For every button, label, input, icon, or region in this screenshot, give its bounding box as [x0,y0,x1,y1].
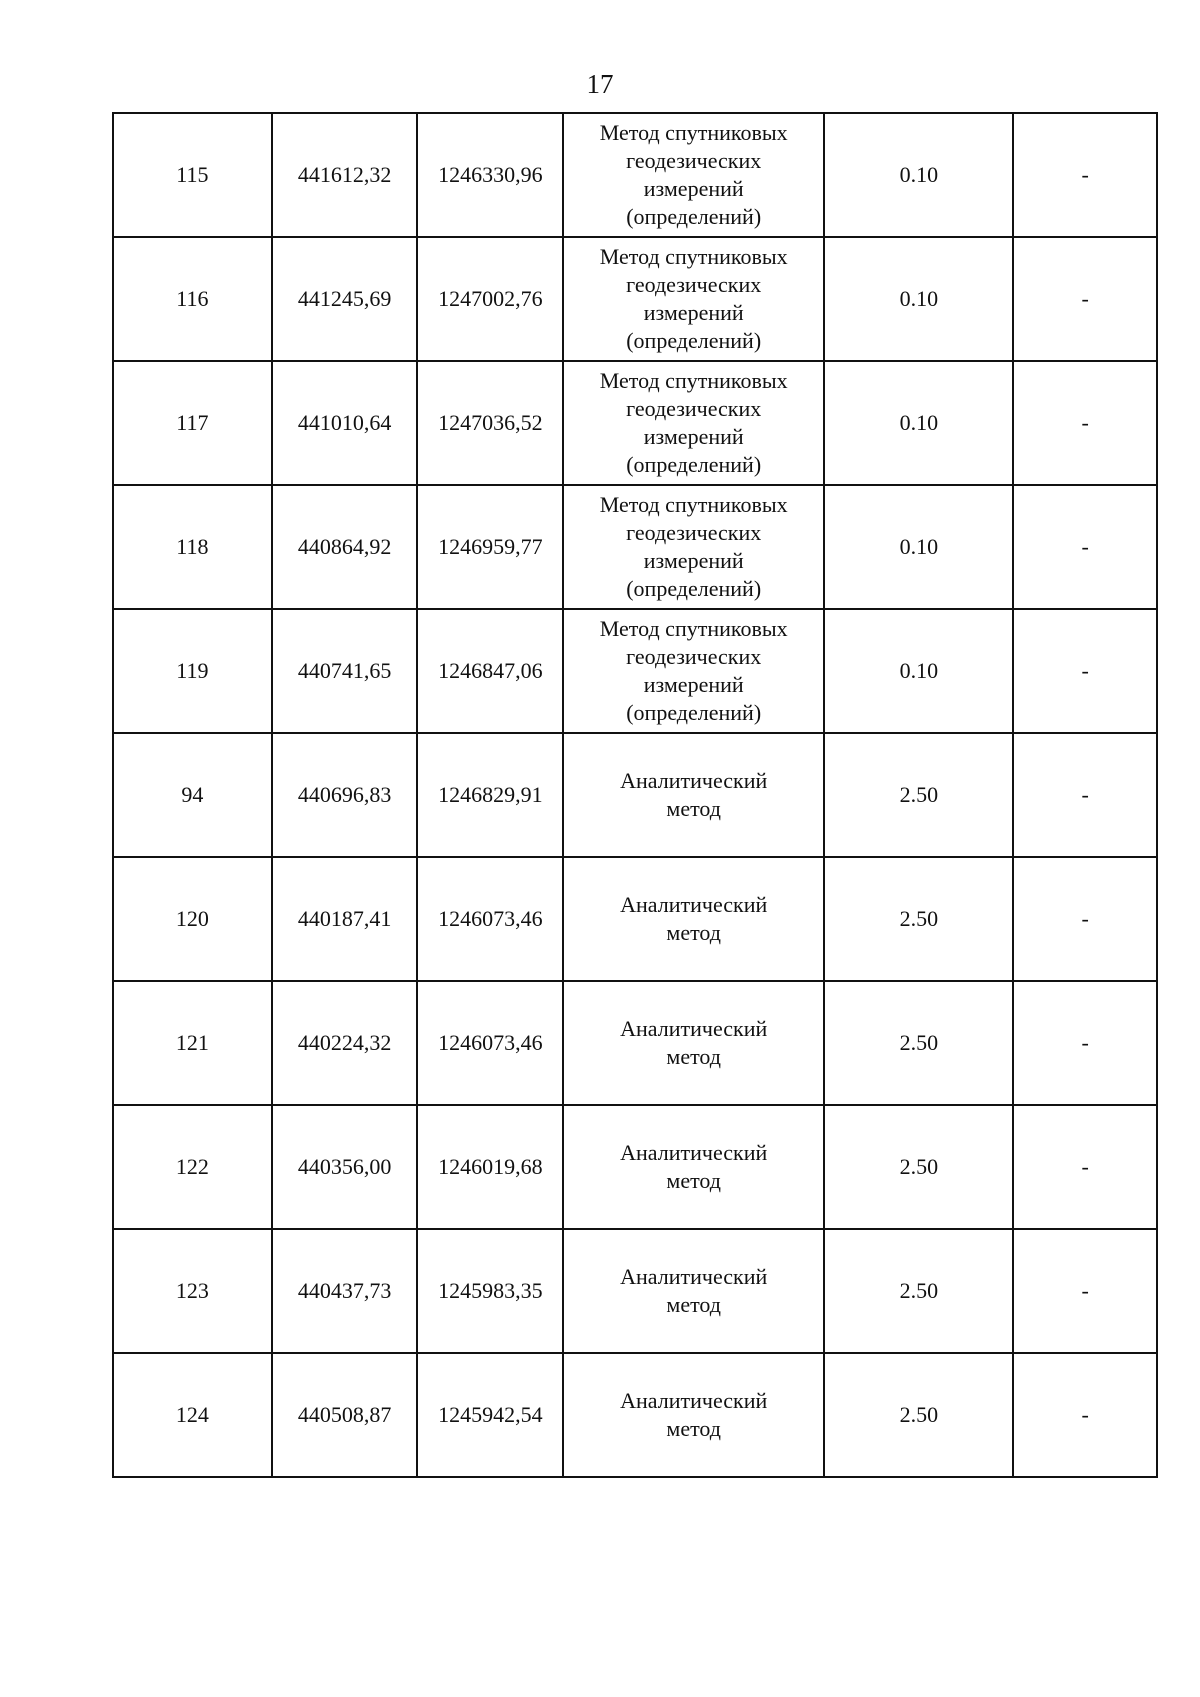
x-coordinate-cell: 440224,32 [272,981,418,1105]
note-cell: - [1013,1105,1157,1229]
accuracy-cell: 2.50 [824,857,1013,981]
point-number-cell: 118 [113,485,272,609]
note-cell: - [1013,485,1157,609]
method-cell: Аналитический метод [563,1353,824,1477]
method-cell: Метод спутниковых геодезических измерений (определений) [563,113,824,237]
y-coordinate-cell: 1246073,46 [417,857,563,981]
coordinates-table [112,112,1158,1478]
y-coordinate-cell: 1246959,77 [417,485,563,609]
table-row [113,981,1157,1105]
x-coordinate-cell: 440864,92 [272,485,418,609]
table-row [113,609,1157,733]
note-cell: - [1013,857,1157,981]
note-cell: - [1013,609,1157,733]
note-cell: - [1013,1353,1157,1477]
point-number-cell: 119 [113,609,272,733]
point-number-cell: 116 [113,237,272,361]
x-coordinate-cell: 441612,32 [272,113,418,237]
y-coordinate-cell: 1245942,54 [417,1353,563,1477]
y-coordinate-cell: 1245983,35 [417,1229,563,1353]
table-row [113,1353,1157,1477]
accuracy-cell: 2.50 [824,1229,1013,1353]
method-cell: Метод спутниковых геодезических измерений (определений) [563,485,824,609]
y-coordinate-cell: 1246829,91 [417,733,563,857]
x-coordinate-cell: 440187,41 [272,857,418,981]
x-coordinate-cell: 440437,73 [272,1229,418,1353]
accuracy-cell: 0.10 [824,609,1013,733]
method-cell: Аналитический метод [563,981,824,1105]
table-row [113,857,1157,981]
point-number-cell: 94 [113,733,272,857]
point-number-cell: 120 [113,857,272,981]
table-row [113,1229,1157,1353]
point-number-cell: 122 [113,1105,272,1229]
y-coordinate-cell: 1246330,96 [417,113,563,237]
accuracy-cell: 0.10 [824,113,1013,237]
y-coordinate-cell: 1246073,46 [417,981,563,1105]
x-coordinate-cell: 440741,65 [272,609,418,733]
y-coordinate-cell: 1247002,76 [417,237,563,361]
method-cell: Метод спутниковых геодезических измерений (определений) [563,361,824,485]
table-row [113,237,1157,361]
table-body [113,113,1157,1477]
x-coordinate-cell: 440696,83 [272,733,418,857]
note-cell: - [1013,361,1157,485]
y-coordinate-cell: 1246847,06 [417,609,563,733]
table-row [113,733,1157,857]
method-cell: Аналитический метод [563,1105,824,1229]
note-cell: - [1013,1229,1157,1353]
table-row [113,113,1157,237]
method-cell: Аналитический метод [563,857,824,981]
page-number: 17 [586,69,614,99]
x-coordinate-cell: 441010,64 [272,361,418,485]
method-cell: Метод спутниковых геодезических измерений (определений) [563,237,824,361]
note-cell: - [1013,237,1157,361]
point-number-cell: 123 [113,1229,272,1353]
table-row [113,1105,1157,1229]
method-cell: Аналитический метод [563,1229,824,1353]
method-cell: Метод спутниковых геодезических измерений (определений) [563,609,824,733]
y-coordinate-cell: 1246019,68 [417,1105,563,1229]
y-coordinate-cell: 1247036,52 [417,361,563,485]
table-row [113,361,1157,485]
accuracy-cell: 2.50 [824,733,1013,857]
x-coordinate-cell: 441245,69 [272,237,418,361]
point-number-cell: 121 [113,981,272,1105]
accuracy-cell: 0.10 [824,485,1013,609]
note-cell: - [1013,733,1157,857]
accuracy-cell: 0.10 [824,361,1013,485]
x-coordinate-cell: 440356,00 [272,1105,418,1229]
x-coordinate-cell: 440508,87 [272,1353,418,1477]
point-number-cell: 117 [113,361,272,485]
note-cell: - [1013,981,1157,1105]
accuracy-cell: 2.50 [824,1105,1013,1229]
method-cell: Аналитический метод [563,733,824,857]
table-row [113,485,1157,609]
accuracy-cell: 2.50 [824,981,1013,1105]
note-cell: - [1013,113,1157,237]
point-number-cell: 115 [113,113,272,237]
accuracy-cell: 2.50 [824,1353,1013,1477]
accuracy-cell: 0.10 [824,237,1013,361]
point-number-cell: 124 [113,1353,272,1477]
